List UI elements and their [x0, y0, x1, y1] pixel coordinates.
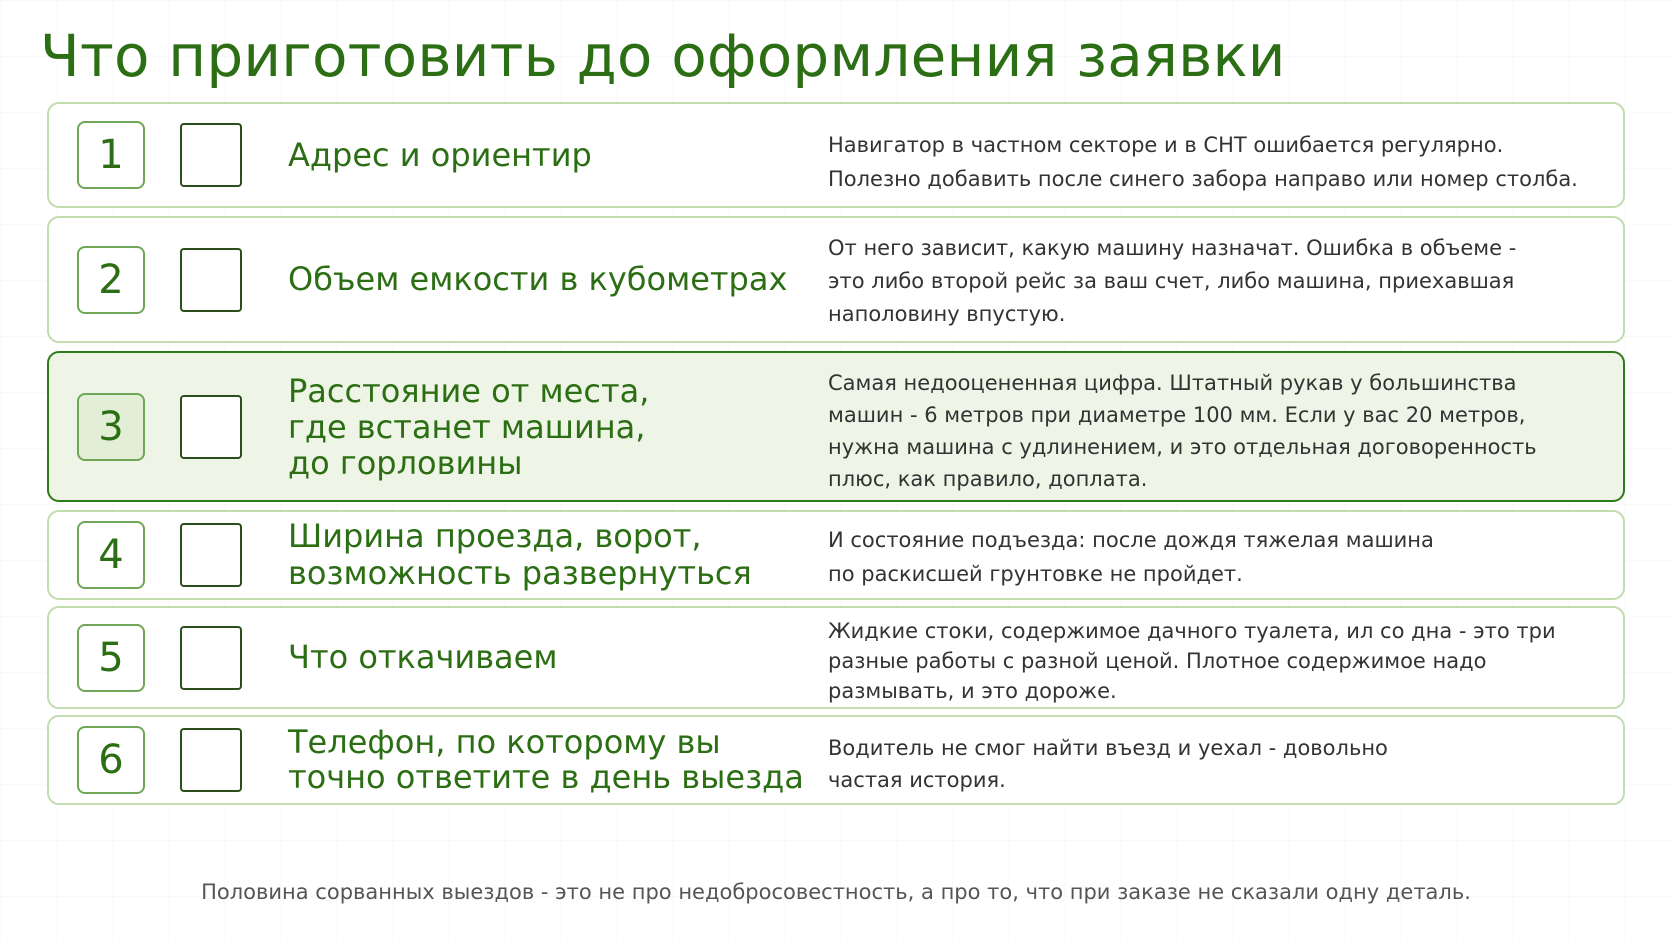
item-label-line: Расстояние от места, [288, 372, 650, 410]
item-description [828, 616, 1618, 706]
item-label [288, 137, 592, 174]
item-checkbox[interactable] [180, 728, 242, 792]
item-label-line: Объем емкости в кубометрах [288, 260, 788, 298]
item-description-line: размывать, и это дороже. [828, 679, 1117, 703]
item-checkbox[interactable] [180, 123, 242, 187]
item-description-line: плюс, как правило, доплата. [828, 467, 1148, 491]
item-label-line: Ширина проезда, ворот, [288, 517, 702, 555]
item-description-line: наполовину впустую. [828, 302, 1066, 326]
item-description-line: разные работы с разной ценой. Плотное содержимое надо [828, 649, 1487, 673]
item-description [828, 367, 1618, 495]
item-label-line: до горловины [288, 444, 523, 482]
item-label [288, 725, 804, 795]
item-label [288, 639, 557, 676]
item-description-line: Самая недооцененная цифра. Штатный рукав у большинства [828, 371, 1517, 395]
item-description-line: это либо второй рейс за ваш счет, либо машина, приехавшая [828, 269, 1515, 293]
item-label-line: Адрес и ориентир [288, 136, 592, 174]
item-checkbox[interactable] [180, 395, 242, 459]
item-description-line: нужна машина с удлинением, и это отдельная договоренность [828, 435, 1537, 459]
item-label-line: Телефон, по которому вы [288, 723, 721, 761]
item-description-line: машин - 6 метров при диаметре 100 мм. Если у вас 20 метров, [828, 403, 1526, 427]
item-description-line: Водитель не смог найти въезд и уехал - довольно [828, 736, 1388, 760]
item-number: 3 [77, 393, 145, 461]
item-number: 2 [77, 246, 145, 314]
item-label [288, 373, 649, 481]
page-title: Что приготовить до оформления заявки [40, 22, 1286, 90]
item-description [828, 232, 1618, 331]
checklist-item-1 [47, 102, 1625, 208]
item-description-line: Жидкие стоки, содержимое дачного туалета, ил со дна - это три [828, 619, 1556, 643]
item-description-line: От него зависит, какую машину назначат. Ошибка в объеме - [828, 236, 1517, 260]
item-description [828, 128, 1618, 196]
checklist-item-2 [47, 216, 1625, 343]
footer-note: Половина сорванных выездов - это не про недобросовестность, а про то, что при заказе не сказали одну деталь. [201, 880, 1471, 904]
checklist-item-3 [47, 351, 1625, 502]
checklist-item-4 [47, 510, 1625, 600]
item-description-line: Навигатор в частном секторе и в СНТ ошибается регулярно. [828, 133, 1504, 157]
item-description-line: И состояние подъезда: после дождя тяжелая машина [828, 528, 1434, 552]
item-label [288, 261, 787, 298]
item-number: 6 [77, 726, 145, 794]
item-label-line: Что откачиваем [288, 638, 558, 676]
item-label-line: точно ответите в день выезда [288, 758, 804, 796]
item-description-line: Полезно добавить после синего забора направо или номер столба. [828, 167, 1578, 191]
item-label-line: возможность развернуться [288, 554, 752, 592]
item-label [288, 518, 752, 592]
item-number: 4 [77, 521, 145, 589]
item-description [828, 732, 1618, 796]
item-label-line: где встанет машина, [288, 408, 646, 446]
checklist-item-6 [47, 715, 1625, 805]
item-checkbox[interactable] [180, 626, 242, 690]
checklist-item-5 [47, 606, 1625, 709]
item-description-line: частая история. [828, 768, 1006, 792]
item-description-line: по раскисшей грунтовке не пройдет. [828, 562, 1243, 586]
item-number: 1 [77, 121, 145, 189]
item-description [828, 523, 1618, 591]
item-checkbox[interactable] [180, 523, 242, 587]
item-number: 5 [77, 624, 145, 692]
item-checkbox[interactable] [180, 248, 242, 312]
